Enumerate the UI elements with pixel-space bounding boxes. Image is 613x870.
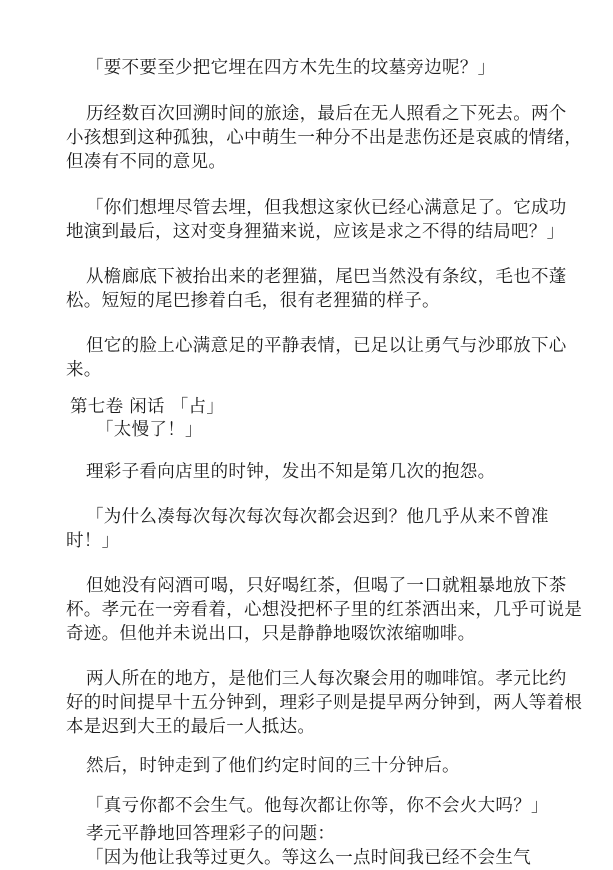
text-line: 「要不要至少把它埋在四方木先生的坟墓旁边呢？」 xyxy=(86,58,496,78)
text-line: 从檐廊底下被抬出来的老狸猫，尾巴当然没有条纹，毛也不蓬 xyxy=(86,267,567,287)
text-line: 「因为他让我等过更久。等这么一点时间我已经不会生气 xyxy=(86,848,531,868)
chapter-heading: 第七卷 闲话 「占」 xyxy=(70,397,225,417)
text-line: 但她没有闷酒可喝，只好喝红茶，但喝了一口就粗暴地放下茶 xyxy=(86,576,567,596)
text-line: 然后，时钟走到了他们约定时间的三十分钟后。 xyxy=(86,756,460,776)
text-line: 时！」 xyxy=(66,531,120,551)
text-line: 但凑有不同的意见。 xyxy=(66,152,227,172)
text-line: 奇迹。但他并未说出口，只是静静地啜饮浓缩咖啡。 xyxy=(66,624,476,644)
text-line: 历经数百次回溯时间的旅途，最后在无人照看之下死去。两个 xyxy=(86,104,567,124)
text-line: 小孩想到这种孤独，心中萌生一种分不出是悲伤还是哀戚的情绪， xyxy=(66,128,583,148)
text-line: 本是迟到大王的最后一人抵达。 xyxy=(66,717,316,737)
text-line: 「你们想埋尽管去埋，但我想这家伙已经心满意足了。它成功 xyxy=(86,198,567,218)
text-line: 但它的脸上心满意足的平静表情，已足以让勇气与沙耶放下心 xyxy=(86,336,567,356)
text-line: 两人所在的地方，是他们三人每次聚会用的咖啡馆。孝元比约 xyxy=(86,669,567,689)
text-line: 杯。孝元在一旁看着，心想没把杯子里的红茶洒出来，几乎可说是 xyxy=(66,600,583,620)
text-line: 「太慢了！」 xyxy=(96,420,203,440)
text-line: 好的时间提早十五分钟到，理彩子则是提早两分钟到，两人等着根 xyxy=(66,693,583,713)
text-line: 「为什么凑每次每次每次每次都会迟到？他几乎从来不曾准 xyxy=(86,507,549,527)
text-line: 孝元平静地回答理彩子的问题： xyxy=(86,824,336,844)
text-line: 来。 xyxy=(66,360,102,380)
text-line: 「真亏你都不会生气。他每次都让你等，你不会火大吗？」 xyxy=(86,796,549,816)
text-line: 理彩子看向店里的时钟，发出不知是第几次的抱怨。 xyxy=(86,462,496,482)
text-line: 地演到最后，这对变身狸猫来说，应该是求之不得的结局吧？」 xyxy=(66,222,565,242)
text-line: 松。短短的尾巴掺着白毛，很有老狸猫的样子。 xyxy=(66,291,440,311)
